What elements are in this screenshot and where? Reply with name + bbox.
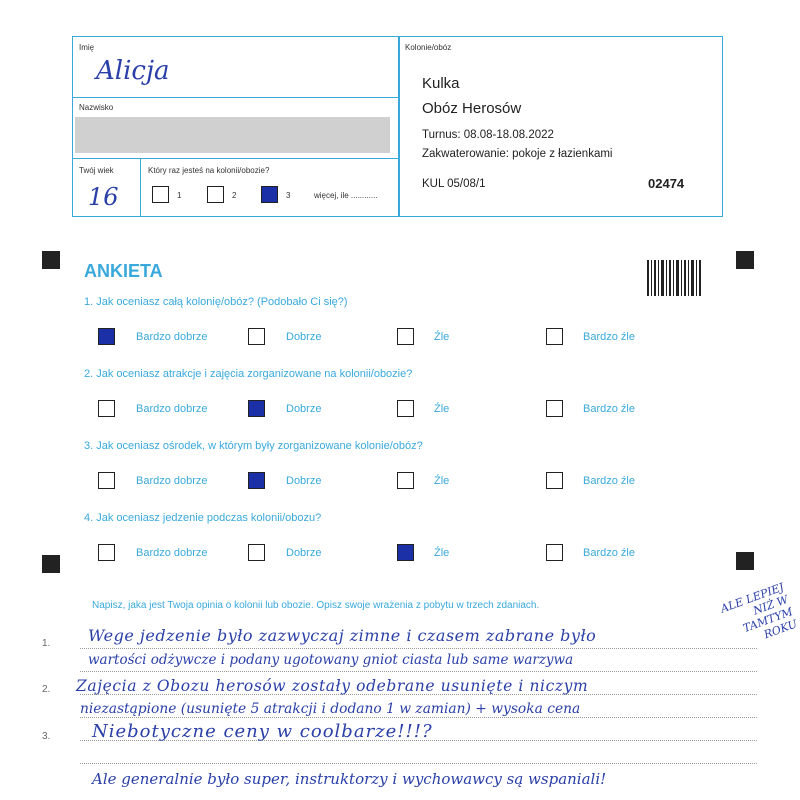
q2-checkbox-1[interactable] bbox=[98, 400, 115, 417]
q2-option-label-4: Bardzo źle bbox=[583, 403, 635, 415]
answer-text-6[interactable]: Ale generalnie było super, instruktorzy i wychowawcy są wspaniali! bbox=[92, 770, 607, 788]
q1-option-label-3: Źle bbox=[434, 331, 450, 343]
wiek-label: Twój wiek bbox=[79, 166, 114, 175]
line-number-3: 3. bbox=[42, 731, 51, 742]
q1-checkbox-4[interactable] bbox=[546, 328, 563, 345]
opinion-prompt: Napisz, jaka jest Twoja opinia o kolonii lub obozie. Opisz swoje wrażenia z pobytu w trzech zdaniach. bbox=[92, 600, 540, 611]
turnus: Turnus: 08.08-18.08.2022 bbox=[422, 129, 554, 141]
answer-line bbox=[80, 671, 757, 672]
q3-checkbox-2[interactable] bbox=[248, 472, 265, 489]
line-number-2: 2. bbox=[42, 684, 51, 695]
q4-checkbox-2[interactable] bbox=[248, 544, 265, 561]
answer-line bbox=[80, 648, 757, 649]
ktory-raz-checkbox-1[interactable] bbox=[152, 186, 169, 203]
q1-option-label-2: Dobrze bbox=[286, 331, 322, 343]
divider bbox=[72, 97, 400, 98]
question-4: 4. Jak oceniasz jedzenie podczas kolonii/obozu? bbox=[84, 512, 322, 524]
q2-checkbox-3[interactable] bbox=[397, 400, 414, 417]
imie-value[interactable]: Alicja bbox=[96, 56, 170, 86]
camp-code: KUL 05/08/1 bbox=[422, 178, 486, 190]
q1-checkbox-1[interactable] bbox=[98, 328, 115, 345]
q2-option-label-1: Bardzo dobrze bbox=[136, 403, 208, 415]
registration-mark bbox=[42, 251, 60, 269]
registration-mark bbox=[736, 552, 754, 570]
q4-checkbox-3[interactable] bbox=[397, 544, 414, 561]
q1-option-label-1: Bardzo dobrze bbox=[136, 331, 208, 343]
camp-subtitle: Obóz Herosów bbox=[422, 100, 522, 117]
divider bbox=[72, 158, 400, 159]
nazwisko-redacted bbox=[75, 117, 390, 153]
wiek-value[interactable]: 16 bbox=[88, 183, 119, 211]
camp-number: 02474 bbox=[648, 176, 685, 191]
q3-option-label-3: Źle bbox=[434, 475, 450, 487]
barcode bbox=[647, 260, 703, 296]
camp-name: Kulka bbox=[422, 75, 460, 92]
margin-note: ALE LEPIEJ NIŻ W TAMTYM ROKU bbox=[718, 580, 799, 642]
ktory-raz-option-3: 3 bbox=[286, 191, 291, 200]
ktory-raz-label: Który raz jesteś na kolonii/obozie? bbox=[148, 166, 270, 175]
q2-option-label-3: Źle bbox=[434, 403, 450, 415]
answer-line bbox=[80, 717, 757, 718]
divider bbox=[140, 158, 141, 217]
q2-checkbox-2[interactable] bbox=[248, 400, 265, 417]
q4-option-label-1: Bardzo dobrze bbox=[136, 547, 208, 559]
q1-option-label-4: Bardzo źle bbox=[583, 331, 635, 343]
answer-text-4[interactable]: niezastąpione (usunięte 5 atrakcji i dodano 1 w zamian) + wysoka cena bbox=[80, 701, 581, 717]
imie-label: Imię bbox=[79, 43, 95, 52]
q4-option-label-3: Źle bbox=[434, 547, 450, 559]
q3-option-label-2: Dobrze bbox=[286, 475, 322, 487]
q2-option-label-2: Dobrze bbox=[286, 403, 322, 415]
q4-checkbox-1[interactable] bbox=[98, 544, 115, 561]
ktory-raz-option-1: 1 bbox=[177, 191, 182, 200]
q2-checkbox-4[interactable] bbox=[546, 400, 563, 417]
q3-checkbox-4[interactable] bbox=[546, 472, 563, 489]
line-number-1: 1. bbox=[42, 638, 51, 649]
q1-checkbox-2[interactable] bbox=[248, 328, 265, 345]
survey-title: ANKIETA bbox=[84, 261, 163, 281]
nazwisko-label: Nazwisko bbox=[79, 103, 114, 112]
question-2: 2. Jak oceniasz atrakcje i zajęcia zorganizowane na kolonii/obozie? bbox=[84, 368, 413, 380]
answer-text-2[interactable]: wartości odżywcze i podany ugotowany gniot ciasta lub same warzywa bbox=[88, 652, 574, 668]
ktory-raz-checkbox-3[interactable] bbox=[261, 186, 278, 203]
ktory-raz-checkbox-2[interactable] bbox=[207, 186, 224, 203]
kolonie-label: Kolonie/obóz bbox=[405, 43, 452, 52]
q4-option-label-4: Bardzo źle bbox=[583, 547, 635, 559]
answer-text-1[interactable]: Wege jedzenie było zazwyczaj zimne i czasem zabrane było bbox=[88, 626, 597, 645]
registration-mark bbox=[736, 251, 754, 269]
answer-text-5[interactable]: Niebotyczne ceny w coolbarze!!!? bbox=[92, 721, 433, 742]
zakwaterowanie: Zakwaterowanie: pokoje z łazienkami bbox=[422, 148, 613, 160]
q3-option-label-4: Bardzo źle bbox=[583, 475, 635, 487]
answer-line bbox=[80, 763, 757, 764]
q4-option-label-2: Dobrze bbox=[286, 547, 322, 559]
answer-text-3[interactable]: Zajęcia z Obozu herosów zostały odebrane usunięte i niczym bbox=[76, 677, 589, 695]
q3-checkbox-3[interactable] bbox=[397, 472, 414, 489]
ktory-raz-option-2: 2 bbox=[232, 191, 237, 200]
ktory-raz-more: więcej, ile ............ bbox=[314, 191, 378, 200]
q3-checkbox-1[interactable] bbox=[98, 472, 115, 489]
question-1: 1. Jak oceniasz całą kolonię/obóz? (Podobało Ci się?) bbox=[84, 296, 348, 308]
q3-option-label-1: Bardzo dobrze bbox=[136, 475, 208, 487]
q4-checkbox-4[interactable] bbox=[546, 544, 563, 561]
question-3: 3. Jak oceniasz ośrodek, w którym były zorganizowane kolonie/obóz? bbox=[84, 440, 423, 452]
q1-checkbox-3[interactable] bbox=[397, 328, 414, 345]
registration-mark bbox=[42, 555, 60, 573]
